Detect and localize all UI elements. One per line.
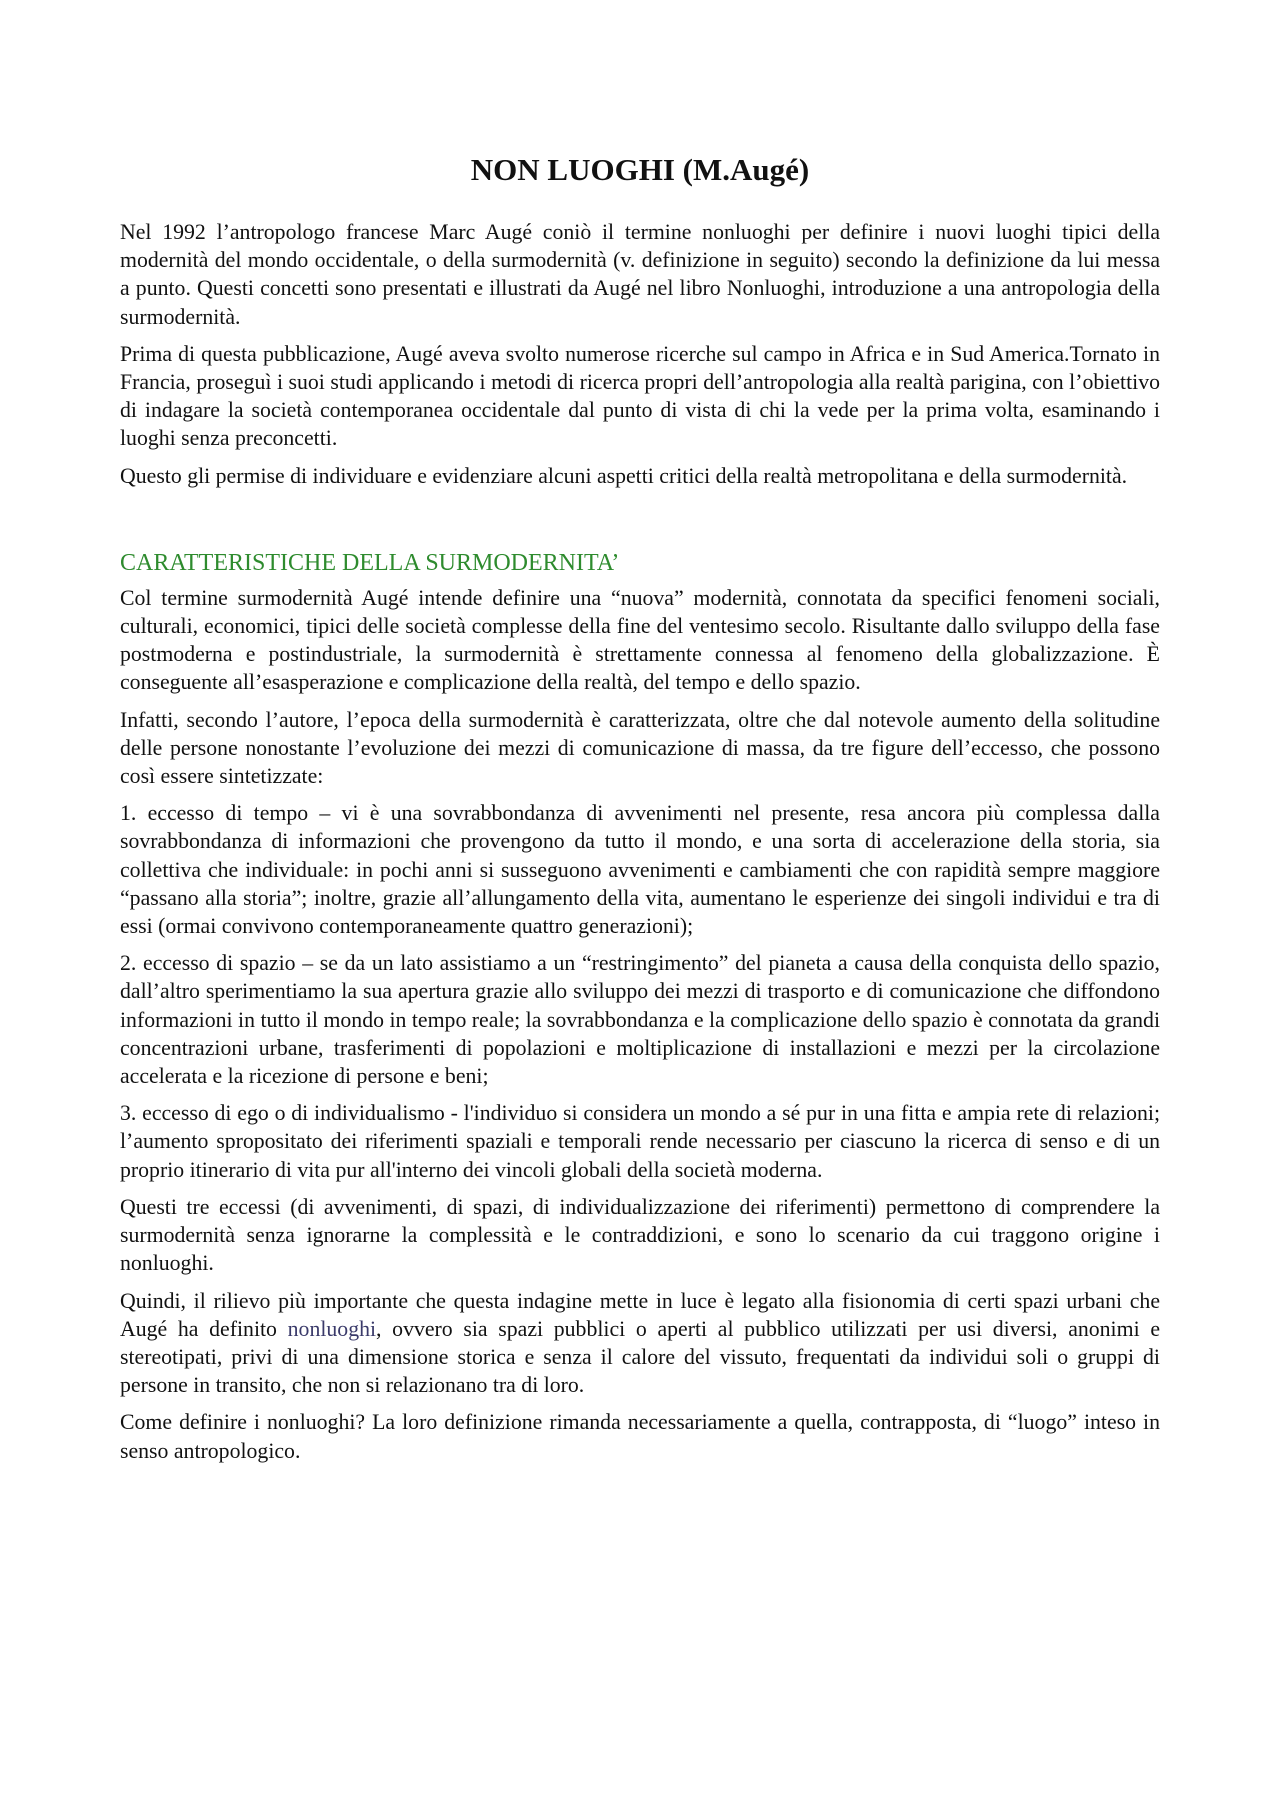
list-item-eccesso-spazio: 2. eccesso di spazio – se da un lato assistiamo a un “restringimento” del pianeta a causa della conquista dello spazio, dall’altro sperimentiamo la sua apertura grazie allo sviluppo dei mezzi di trasporto e di comunicazione che diffondono informazioni in tutto il mondo in tempo reale; la sovrabbondanza e la complicazione dello spazio è connotata da grandi concentrazioni urbane, trasferimenti di popolazioni e moltiplicazione di installazioni e mezzi per la circolazione accelerata e la ricezione di persone e beni; <box>120 951 1160 1089</box>
section-paragraph: Questi tre eccessi (di avvenimenti, di spazi, di individualizzazione dei riferimenti) permettono di comprendere la surmodernità senza ignorarne la complessità e le contraddizioni, e sono lo scenario da cui traggono origine i nonluoghi. <box>120 1194 1160 1276</box>
nonluoghi-link[interactable]: nonluoghi <box>287 1316 377 1341</box>
list-item-eccesso-ego: 3. eccesso di ego o di individualismo - l'individuo si considera un mondo a sé pur in una fitta e ampia rete di relazioni; l’aumento spropositato dei riferimenti spaziali e temporali rende necessario per ciascuno la ricerca di senso e di un proprio itinerario di vita pur all'interno dei vincoli globali della società moderna. <box>120 1101 1160 1182</box>
page-title: NON LUOGHI (M.Augé) <box>470 152 810 187</box>
intro-paragraph: Prima di questa pubblicazione, Augé aveva svolto numerose ricerche sul campo in Africa e in Sud America.Tornato in Francia, proseguì i suoi studi applicando i metodi di ricerca propri dell’antropologia alla realtà parigina, con l’obiettivo di indagare la società contemporanea occidentale dal punto di vista di chi la vede per la prima volta, esaminando i luoghi senza preconcetti. <box>120 341 1160 451</box>
intro-paragraph: Nel 1992 l’antropologo francese Marc Augé coniò il termine nonluoghi per definire i nuovi luoghi tipici della modernità del mondo occidentale, o della surmodernità (v. definizione in seguito) secondo la definizione da lui messa a punto. Questi concetti sono presentati e illustrati da Augé nel libro Nonluoghi, introduzione a una antropologia della surmodernità. <box>120 220 1160 329</box>
rilievo-text-before: Quindi, il rilievo più importante che questa indagine mette in luce è legato alla fisionomia di certi spazi urbani che Augé ha definito <box>120 1288 1160 1341</box>
section-paragraph: Col termine surmodernità Augé intende definire una “nuova” modernità, connotata da specifici fenomeni sociali, culturali, economici, tipici delle società complesse della fine del ventesimo secolo. Risultante dallo sviluppo della fase postmoderna e postindustriale, la surmodernità è strettamente connessa al fenomeno della globalizzazione. È conseguente all’esasperazione e complicazione della realtà, del tempo e dello spazio. <box>120 585 1160 695</box>
rilievo-paragraph <box>120 1287 1160 1400</box>
section-heading: CARATTERISTICHE DELLA SURMODERNITA’ <box>120 549 620 576</box>
list-item-eccesso-tempo: 1. eccesso di tempo – vi è una sovrabbondanza di avvenimenti nel presente, resa ancora più complessa dalla sovrabbondanza di informazioni che provengono da tutto il mondo, e una sorta di accelerazione della storia, sia collettiva che individuale: in pochi anni si susseguono avvenimenti e cambiamenti che con rapidità sempre maggiore “passano alla storia”; inoltre, grazie all’allungamento della vita, aumentano le esperienze dei singoli individui e tra di essi (ormai convivono contemporaneamente quattro generazioni); <box>120 801 1160 939</box>
rilievo-text-after: , ovvero sia spazi pubblici o aperti al pubblico utilizzati per usi diversi, anonimi e stereotipati, privi di una dimensione storica e senza il calore del vissuto, frequentati da individui soli o gruppi di persone in transito, che non si relazionano tra di loro. <box>120 1316 1160 1398</box>
closing-paragraph: Come definire i nonluoghi? La loro definizione rimanda necessariamente a quella, contrapposta, di “luogo” inteso in senso antropologico. <box>120 1410 1160 1463</box>
document-body <box>120 148 1160 1474</box>
section-paragraph: Infatti, secondo l’autore, l’epoca della surmodernità è caratterizzata, oltre che dal notevole aumento della solitudine delle persone nonostante l’evoluzione dei mezzi di comunicazione di massa, da tre figure dell’eccesso, che possono così essere sintetizzate: <box>120 707 1160 789</box>
intro-paragraph: Questo gli permise di individuare e evidenziare alcuni aspetti critici della realtà metropolitana e della surmodernità. <box>120 463 1128 488</box>
